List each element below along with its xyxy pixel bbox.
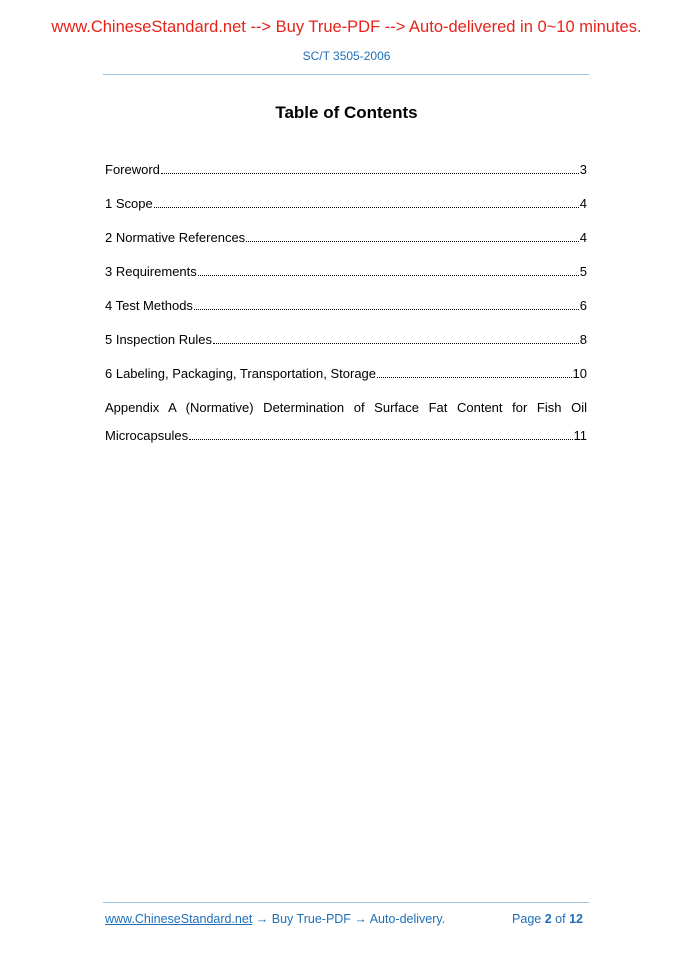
- toc-entry-page: 8: [579, 332, 587, 347]
- toc-entry-title: 1 Scope: [105, 196, 153, 211]
- dot-leader: [213, 333, 579, 344]
- toc-entry-page: 11: [573, 428, 587, 443]
- total-pages-number: 12: [569, 912, 583, 926]
- toc-entry-page: 3: [579, 162, 587, 177]
- footer-site-link[interactable]: www.ChineseStandard.net: [105, 912, 253, 926]
- toc-entry-foreword[interactable]: [105, 161, 587, 178]
- toc-entry-inspection-rules[interactable]: [105, 331, 587, 348]
- toc-entry-title: Foreword: [105, 162, 160, 177]
- page-label: Page: [512, 912, 542, 926]
- toc-entry-page: 5: [579, 264, 587, 279]
- dot-leader: [246, 231, 579, 242]
- footer-divider: [103, 902, 589, 903]
- appendix-title-line2-row: [105, 427, 587, 444]
- appendix-title-line2: Microcapsules: [105, 428, 189, 443]
- footer-delivery-text: → Buy True-PDF → Auto-delivery.: [252, 912, 446, 926]
- dot-leader: [194, 299, 579, 310]
- of-label: of: [555, 912, 566, 926]
- toc-entry-title: 5 Inspection Rules: [105, 332, 212, 347]
- dot-leader: [154, 197, 579, 208]
- toc-entry-title: 6 Labeling, Packaging, Transportation, Storage: [105, 366, 377, 381]
- toc-entry-page: 10: [572, 366, 587, 381]
- dot-leader: [189, 429, 572, 440]
- toc-entry-title: 4 Test Methods: [105, 298, 193, 313]
- table-of-contents: [105, 161, 587, 461]
- header-divider: [103, 74, 589, 75]
- dot-leader: [161, 163, 579, 174]
- toc-entry-page: 4: [579, 196, 587, 211]
- page-footer: [105, 912, 583, 926]
- promo-banner[interactable]: www.ChineseStandard.net --> Buy True-PDF --> Auto-delivered in 0~10 minutes.: [51, 18, 642, 36]
- toc-entry-requirements[interactable]: [105, 263, 587, 280]
- toc-entry-page: 4: [579, 230, 587, 245]
- toc-entry-test-methods[interactable]: [105, 297, 587, 314]
- toc-entry-normative-references[interactable]: [105, 229, 587, 246]
- toc-entry-scope[interactable]: [105, 195, 587, 212]
- toc-entry-page: 6: [579, 298, 587, 313]
- current-page-number: 2: [544, 912, 552, 926]
- page-indicator: [512, 912, 583, 926]
- toc-title: Table of Contents: [275, 103, 418, 122]
- appendix-title-line1: Appendix A (Normative) Determination of Surface Fat Content for Fish Oil: [105, 400, 587, 415]
- toc-entry-appendix-a[interactable]: [105, 399, 587, 444]
- toc-entry-title: 3 Requirements: [105, 264, 197, 279]
- dot-leader: [198, 265, 579, 276]
- dot-leader: [377, 367, 572, 378]
- standard-code: SC/T 3505-2006: [302, 49, 391, 63]
- toc-entry-title: 2 Normative References: [105, 230, 246, 245]
- footer-left: [105, 912, 445, 926]
- toc-entry-labeling[interactable]: [105, 365, 587, 382]
